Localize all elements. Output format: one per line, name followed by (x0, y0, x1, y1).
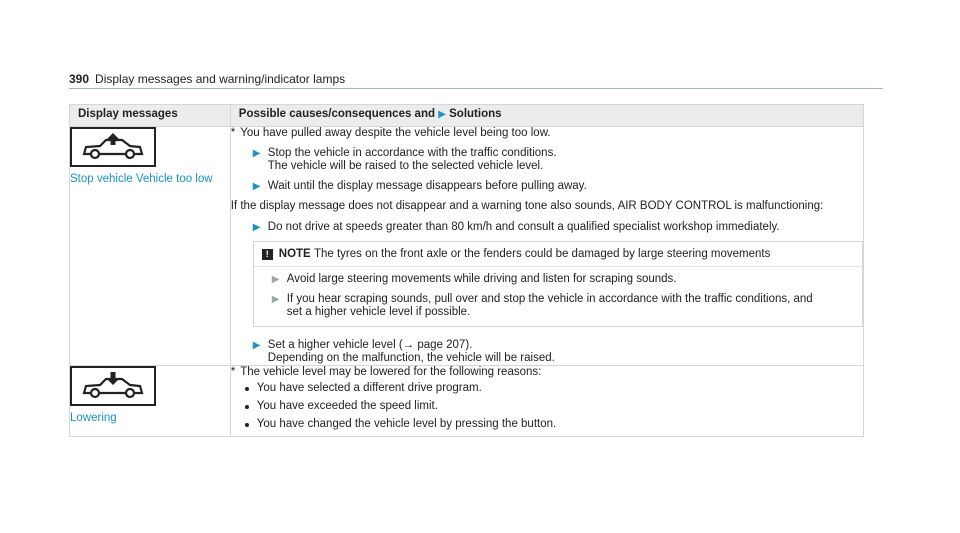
note-box (253, 241, 863, 327)
list-item: You have changed the vehicle level by pressing the button. (245, 418, 863, 431)
malfunction-text: If the display message does not disappear and a warning tone also sounds, AIR BODY CONTROL is malfunctioning: (230, 200, 824, 212)
header-causes-solutions: Possible causes/consequences and ▶ Solutions (230, 105, 863, 127)
header-rule (69, 88, 883, 89)
display-messages-table (69, 104, 864, 437)
solution-step: ▶ Set a higher vehicle level (→ page 207). Depending on the malfunction, the vehicle will be raised. (252, 339, 555, 364)
step-triangle-icon: ▶ (271, 274, 280, 285)
solution-step: ▶ Wait until the display message disappears before pulling away. (252, 180, 587, 192)
page-header (69, 72, 345, 86)
step-triangle-icon: ▶ (252, 340, 261, 351)
causes-cell (230, 127, 863, 366)
note-step: ▶ Avoid large steering movements while driving and listen for scraping sounds. (271, 273, 677, 285)
warning-icon: ! (262, 249, 273, 260)
message-cell (70, 366, 231, 437)
cause-line: * You have pulled away despite the vehicle level being too low. (230, 127, 551, 139)
causes-cell (230, 366, 863, 437)
solution-step: ▶ Stop the vehicle in accordance with the traffic conditions. The vehicle will be raised to the selected vehicle level. (252, 147, 557, 172)
cause-line: * The vehicle level may be lowered for the following reasons: (230, 366, 542, 378)
list-item: You have exceeded the speed limit. (245, 400, 863, 413)
page-number: 390 (69, 72, 90, 86)
step-triangle-icon: ▶ (252, 181, 261, 192)
solution-step: ▶ Do not drive at speeds greater than 80 km/h and consult a qualified specialist workshop immediately. (252, 221, 780, 233)
solution-triangle-icon: ▶ (438, 109, 446, 120)
reason-list (245, 382, 863, 431)
note-text: The tyres on the front axle or the fenders could be damaged by large steering movements (313, 248, 771, 260)
message-label: Stop vehicle Vehicle too low (70, 173, 213, 185)
car-raise-icon (70, 127, 156, 167)
header-display-messages: Display messages (70, 105, 231, 127)
table-row (70, 127, 864, 366)
step-triangle-icon: ▶ (271, 294, 280, 305)
table-row (70, 366, 864, 437)
step-triangle-icon: ▶ (252, 148, 261, 159)
note-label: NOTE (278, 248, 311, 260)
step-triangle-icon: ▶ (252, 222, 261, 233)
page-title: Display messages and warning/indicator lamps (95, 72, 346, 86)
message-label: Lowering (70, 412, 117, 424)
list-item: You have selected a different drive program. (245, 382, 863, 395)
note-step: ▶ If you hear scraping sounds, pull over and stop the vehicle in accordance with the traffic conditions, and set a higher vehicle level if possible. (271, 293, 813, 318)
car-lower-icon (70, 366, 156, 406)
message-cell (70, 127, 231, 366)
table-header-row (70, 105, 864, 127)
